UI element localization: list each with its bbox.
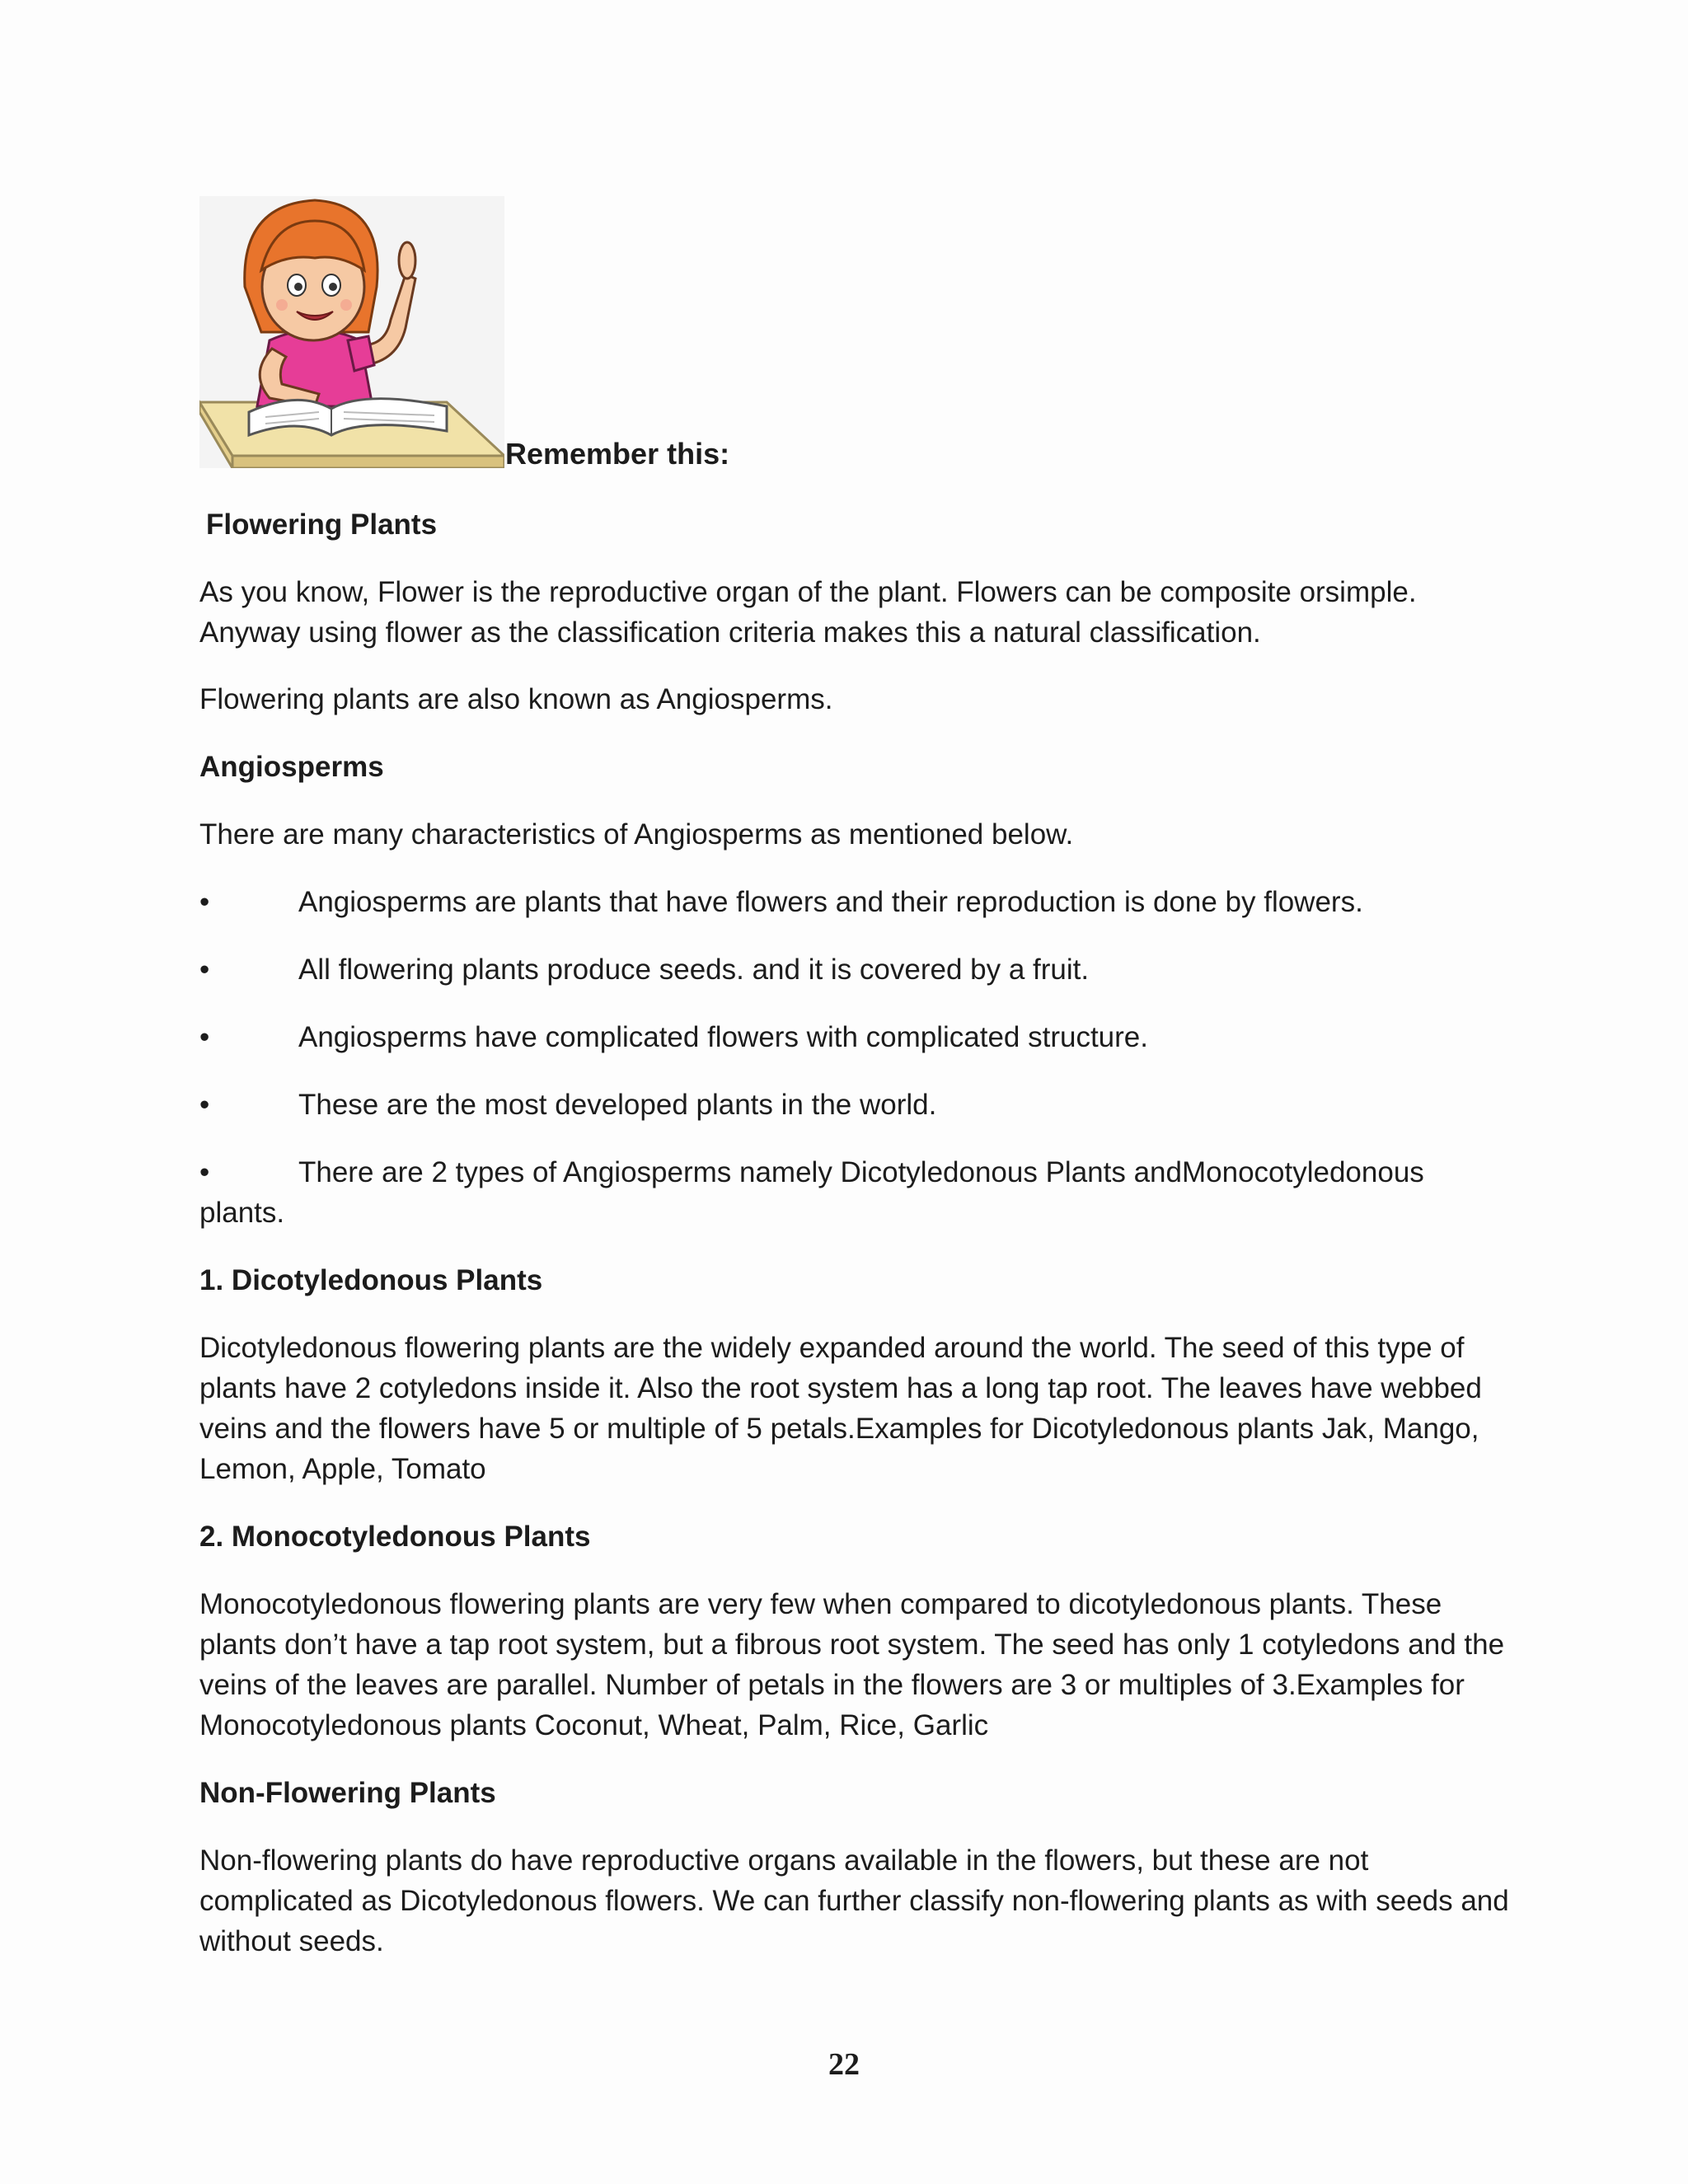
bullet-icon: • (199, 1089, 210, 1121)
list-item-text: Angiosperms have complicated flowers with complicated structure. (298, 1021, 1148, 1053)
list-item-text: These are the most developed plants in the world. (298, 1089, 937, 1121)
monocot-heading: 2. Monocotyledonous Plants (199, 1521, 591, 1553)
list-item-text: There are 2 types of Angiosperms namely Dicotyledonous Plants andMonocotyledonous (298, 1156, 1424, 1188)
nonflower-heading: Non-Flowering Plants (199, 1777, 496, 1809)
angio-intro-paragraph: There are many characteristics of Angiosperms as mentioned below. (199, 818, 1074, 851)
bullet-icon: • (199, 886, 210, 918)
dicot-paragraph: Dicotyledonous flowering plants are the widely expanded around the world. The seed of this type of plants have 2 cotyledons inside it. Also the root system has a long tap root. The leaves have webbed veins and the flowers have 5 or multiple of 5 petals.Examples for Dicotyledonous plants Jak, Mango, Lemon, Apple, Tomato (199, 1332, 1482, 1485)
dicot-heading: 1. Dicotyledonous Plants (199, 1264, 543, 1296)
list-item-text: All flowering plants produce seeds. and it is covered by a fruit. (298, 954, 1090, 986)
girl-reading-illustration (199, 196, 504, 468)
monocot-paragraph: Monocotyledonous flowering plants are very few when compared to dicotyledonous plants. These plants don’t have a tap root system, but a fibrous root system. The seed has only 1 cotyledons and the veins of the leaves are parallel. Number of petals in the flowers are 3 or multiples of 3.Examples for Monocotyledonous plants Coconut, Wheat, Palm, Rice, Garlic (199, 1588, 1505, 1741)
bullet-icon: • (199, 954, 210, 986)
list-item-continuation: plants. (199, 1197, 285, 1229)
bullet-icon: • (199, 1021, 210, 1053)
angio-known-paragraph: Flowering plants are also known as Angiosperms. (199, 683, 833, 715)
nonflower-paragraph: Non-flowering plants do have reproductive organs available in the flowers, but these are not complicated as Dicotyledonous flowers. We can further classify non-flowering plants as with seeds and without seeds. (199, 1844, 1509, 1957)
intro-paragraph: As you know, Flower is the reproductive organ of the plant. Flowers can be composite orsimple. Anyway using flower as the classification criteria makes this a natural classification. (199, 576, 1417, 649)
remember-label: Remember this: (505, 437, 730, 471)
list-item-text: Angiosperms are plants that have flowers and their reproduction is done by flowers. (298, 886, 1363, 918)
page-number: 22 (828, 2047, 860, 2082)
bullet-icon: • (199, 1156, 210, 1188)
angio-heading: Angiosperms (199, 751, 384, 783)
flowering-heading: Flowering Plants (206, 509, 438, 541)
